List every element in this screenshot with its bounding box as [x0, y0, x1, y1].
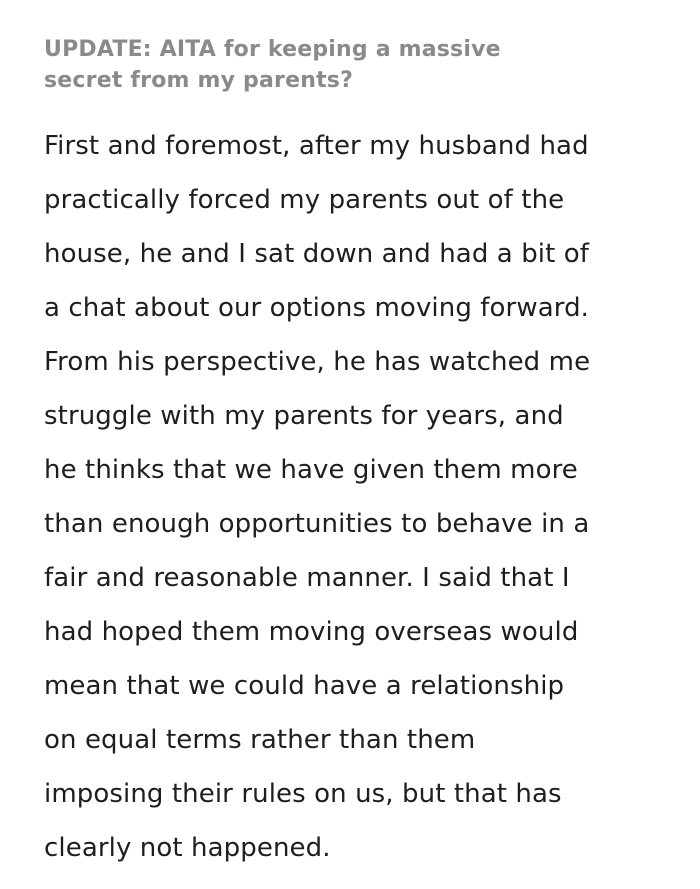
post-title: UPDATE: AITA for keeping a massive secret from my parents?: [44, 37, 501, 93]
post-body-text: First and foremost, after my husband had practically forced my parents out of the house, he and I sat down and had a bit of a chat about our options moving forward. From his perspective, he has watched me struggle with my parents for years, and he thinks that we have given them more than enough opportunities to behave in a fair and reasonable manner. I said that I had hoped them moving overseas would mean that we could have a relationship on equal terms rather than them imposing their rules on us, but that has clearly not happened.: [44, 131, 591, 863]
